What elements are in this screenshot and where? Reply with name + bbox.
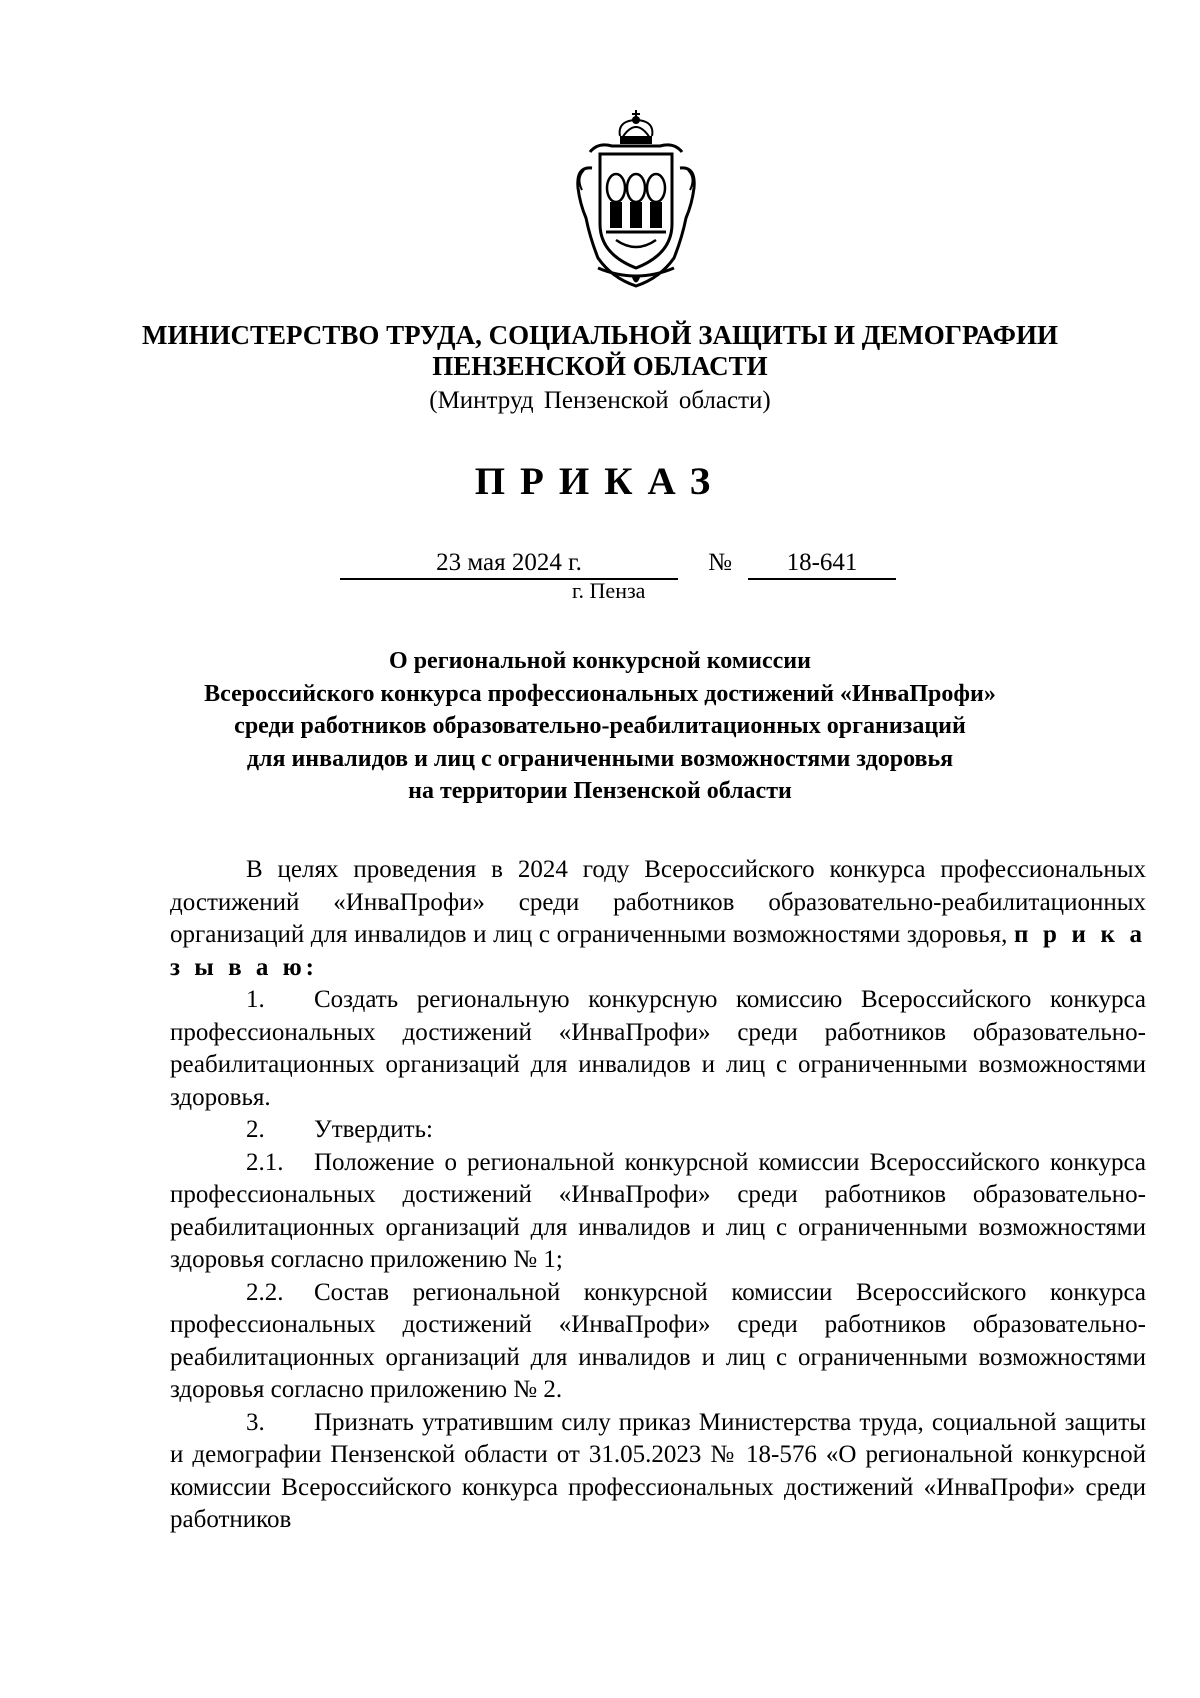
order-subject-title — [0, 645, 1200, 808]
ministry-line-1: МИНИСТЕРСТВО ТРУДА, СОЦИАЛЬНОЙ ЗАЩИТЫ И ДЕМОГРАФИИ — [141, 320, 1058, 350]
item-number: 2.1. — [246, 1148, 284, 1176]
item-text: Создать региональную конкурсную комиссию Всероссийского конкурса профессиональных достижений «ИнваПрофи» среди работников образовательно-реабилитационных организаций для инвалидов и лиц с ограниченными возможностями здоровья. — [170, 986, 1146, 1111]
intro-text: В целях проведения в 2024 году Всероссийского конкурса профессиональных достижений «ИнваПрофи» среди работников образовательно-реабилитационных организаций для инвалидов и лиц с ограниченными возможностями здоровья, — [170, 856, 1146, 948]
item-number: 1. — [246, 986, 265, 1013]
item-text: Утвердить: — [314, 1116, 433, 1143]
item-text: Признать утратившим силу приказ Министерства труда, социальной защиты и демографии Пензенской области от 31.05.2023 № 18-576 «О региональной конкурсной комиссии Всероссийского конкурса профессиональных достижений «ИнваПрофи» среди работников — [170, 1408, 1146, 1533]
order-body — [170, 854, 1146, 1537]
item-1 — [170, 984, 1146, 1114]
title-line-2: Всероссийского конкурса профессиональных достижений «ИнваПрофи» — [204, 680, 996, 707]
item-text: Состав региональной конкурсной комиссии Всероссийского конкурса профессиональных достижений «ИнваПрофи» среди работников образовательно-реабилитационных организаций для инвалидов и лиц с ограниченными возможностями здоровья согласно приложению № 2. — [170, 1278, 1146, 1403]
ministry-line-2: ПЕНЗЕНСКОЙ ОБЛАСТИ — [432, 351, 768, 381]
coat-of-arms-emblem — [572, 108, 700, 288]
order-city: г. Пенза — [572, 578, 646, 603]
item-number: 3. — [246, 1408, 265, 1436]
order-word: п р и к а з ы в а ю: — [170, 921, 1146, 981]
number-sign: № — [708, 549, 732, 576]
item-number: 2. — [246, 1116, 265, 1143]
order-number: 18-641 — [748, 548, 896, 580]
title-line-3: среди работников образовательно-реабилитационных организаций — [234, 713, 966, 740]
ministry-name — [0, 320, 1200, 382]
item-2-2 — [170, 1277, 1146, 1407]
title-line-1: О региональной конкурсной комиссии — [389, 648, 811, 674]
intro-paragraph — [170, 854, 1146, 984]
document-type-title: ПРИКАЗ — [474, 460, 726, 503]
order-date: 23 мая 2024 г. — [340, 548, 678, 580]
item-number: 2.2. — [246, 1278, 284, 1306]
item-2 — [170, 1114, 1146, 1147]
title-line-4: для инвалидов и лиц с ограниченными возможностями здоровья — [246, 745, 954, 772]
item-3 — [170, 1407, 1146, 1537]
ministry-short-name: (Минтруд Пензенской области) — [429, 387, 771, 414]
item-2-1 — [170, 1147, 1146, 1277]
item-text: Положение о региональной конкурсной комиссии Всероссийского конкурса профессиональных достижений «ИнваПрофи» среди работников образовательно-реабилитационных организаций для инвалидов и лиц с ограниченными возможностями здоровья согласно приложению № 1; — [170, 1148, 1146, 1273]
title-line-5: на территории Пензенской области — [408, 778, 792, 805]
